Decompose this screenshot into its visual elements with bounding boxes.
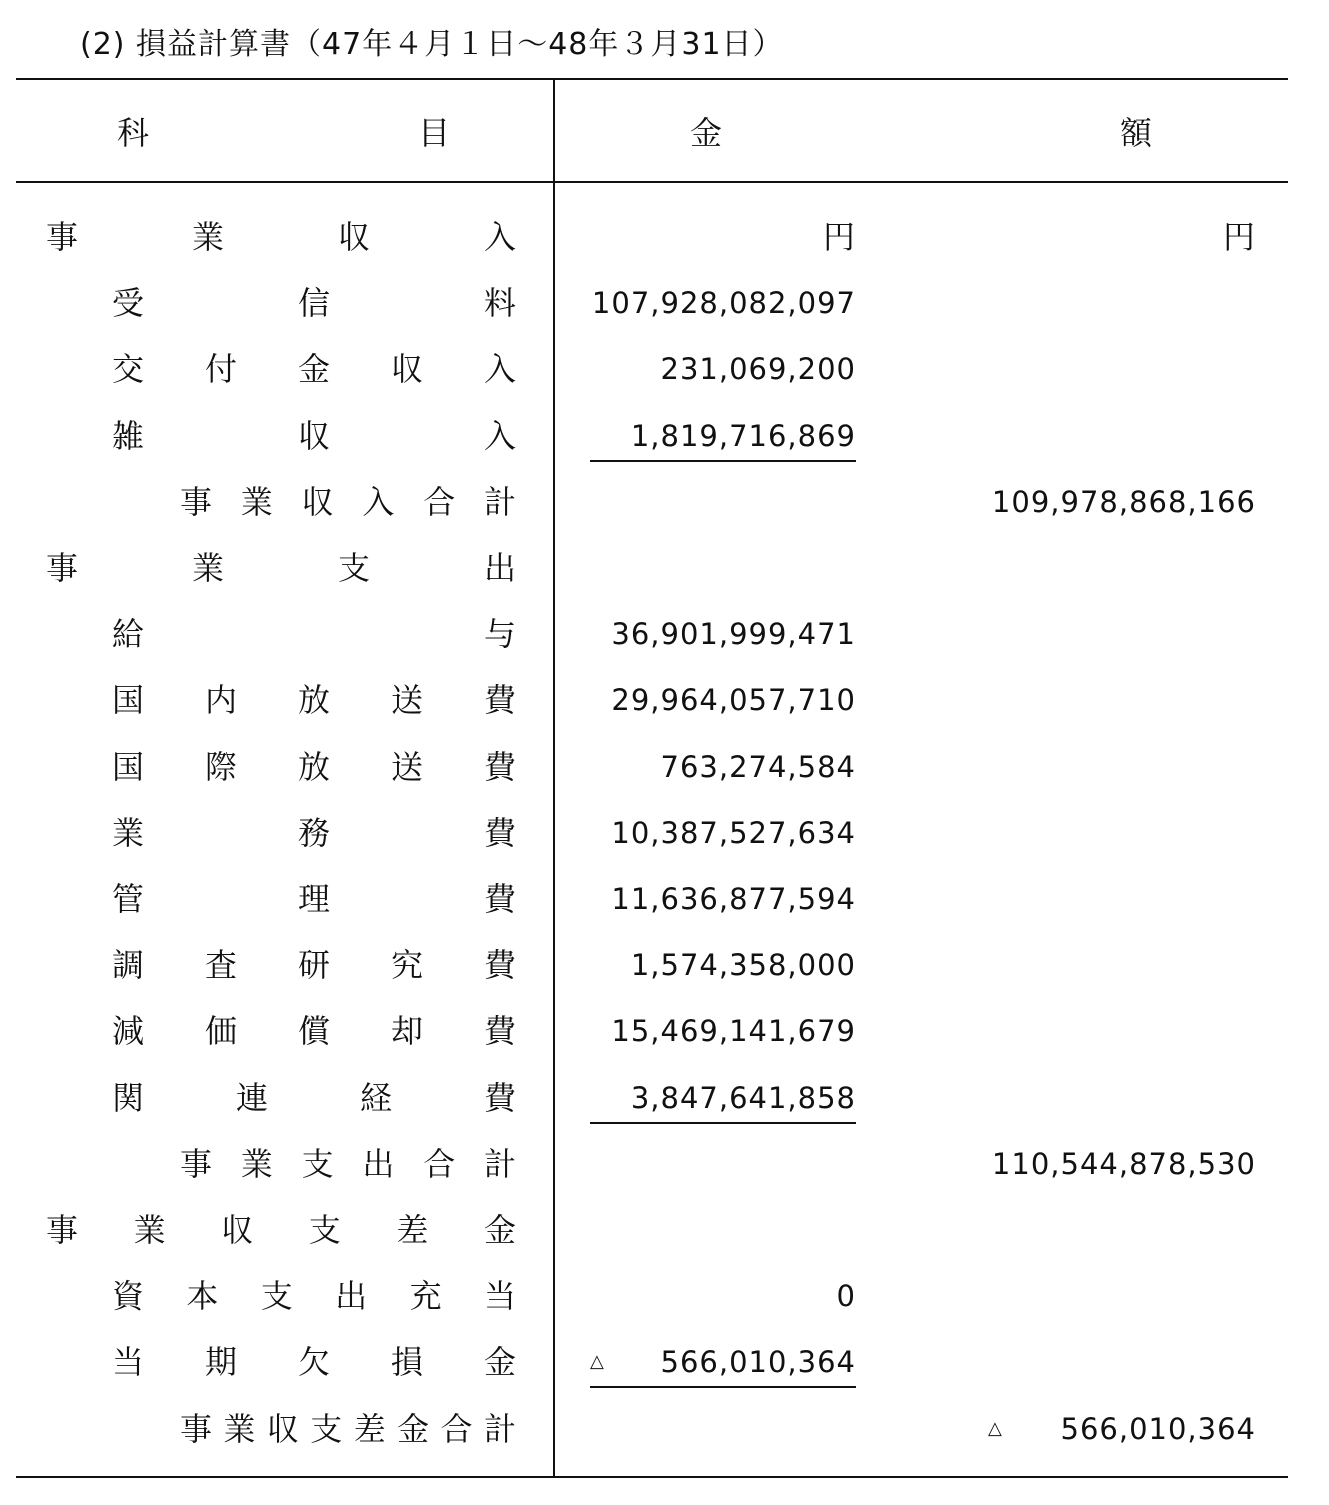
amount-total: 109,978,868,166 xyxy=(991,484,1256,519)
amount-total xyxy=(960,543,1256,593)
table-row xyxy=(0,278,1329,328)
amount-detail: 763,274,584 xyxy=(660,749,856,784)
amount-detail: 231,069,200 xyxy=(660,352,856,387)
amount-detail: 107,928,082,097 xyxy=(591,286,856,321)
table-row xyxy=(0,1337,1329,1387)
table-row xyxy=(0,1205,1329,1255)
header-bottom-rule xyxy=(16,181,1288,183)
amount-detail: 1,819,716,869 xyxy=(590,411,856,462)
row-label: 事 業 収 支 差 金 xyxy=(46,1211,516,1249)
amount-detail: 11,636,877,594 xyxy=(611,882,856,916)
row-label: 調 査 研 究 費 xyxy=(112,946,516,985)
negative-marker: △ xyxy=(590,1351,605,1373)
table-row xyxy=(0,874,1329,924)
amount-total: △ 566,010,364 xyxy=(960,1404,1256,1454)
row-label: 国 内 放 送 費 xyxy=(112,681,516,720)
row-label: 事 業 収 入 合 計 xyxy=(180,482,516,521)
amount-total: 円 xyxy=(1222,218,1256,256)
table-row xyxy=(0,1404,1329,1454)
table-row xyxy=(0,1139,1329,1189)
table-row xyxy=(0,675,1329,725)
amount-detail: 3,847,641,858 xyxy=(590,1073,856,1124)
amount-total xyxy=(960,1205,1256,1255)
amount-total xyxy=(960,1006,1256,1056)
row-label: 資 本 支 出 充 当 xyxy=(112,1277,516,1316)
table-row xyxy=(0,1073,1329,1123)
row-label: 受 信 料 xyxy=(112,284,516,323)
row-label: 給 与 xyxy=(112,615,516,654)
amount-detail xyxy=(590,1205,856,1255)
table-row xyxy=(0,609,1329,659)
amount-detail: 1,574,358,000 xyxy=(630,948,856,983)
row-label: 関 連 経 費 xyxy=(112,1078,516,1117)
row-label: 事 業 支 出 xyxy=(46,549,516,587)
amount-detail: 36,901,999,471 xyxy=(611,617,856,652)
row-label: 管 理 費 xyxy=(112,880,516,918)
amount-total xyxy=(960,1073,1256,1123)
header-subject-left: 科 xyxy=(117,114,150,152)
amount-detail xyxy=(590,1139,856,1189)
table-row xyxy=(0,940,1329,990)
amount-total xyxy=(960,411,1256,461)
amount-total xyxy=(960,1337,1256,1387)
header-amount-left: 金 xyxy=(690,114,723,152)
table-row xyxy=(0,344,1329,394)
amount-detail: 0 xyxy=(836,1279,856,1314)
row-label: 業 務 費 xyxy=(112,813,516,852)
header-subject-right: 目 xyxy=(418,114,451,152)
amount-total xyxy=(960,344,1256,394)
amount-detail: 10,387,527,634 xyxy=(611,815,856,850)
table-top-rule xyxy=(16,78,1288,80)
header-amount-right: 額 xyxy=(1120,114,1153,152)
row-label: 当 期 欠 損 金 xyxy=(112,1343,516,1382)
table-row xyxy=(0,477,1329,527)
amount-total xyxy=(960,874,1256,924)
page-title: (2) 損益計算書（47年４月１日～48年３月31日） xyxy=(80,27,784,62)
amount-total xyxy=(960,675,1256,725)
table-row xyxy=(0,1271,1329,1321)
row-label: 減 価 償 却 費 xyxy=(112,1012,516,1051)
table-row xyxy=(0,411,1329,461)
amount-total xyxy=(960,940,1256,990)
amount-total xyxy=(960,278,1256,328)
table-bottom-rule xyxy=(16,1476,1288,1478)
row-label: 交 付 金 収 入 xyxy=(112,350,516,389)
row-label: 雑 収 入 xyxy=(112,416,516,455)
table-row xyxy=(0,1006,1329,1056)
amount-detail: △ 566,010,364 xyxy=(590,1337,856,1388)
amount-total: 110,544,878,530 xyxy=(991,1146,1256,1181)
row-label: 事 業 支 出 合 計 xyxy=(180,1144,516,1183)
table-row xyxy=(0,808,1329,858)
amount-total xyxy=(960,1271,1256,1321)
amount-total xyxy=(960,609,1256,659)
row-label: 国 際 放 送 費 xyxy=(112,747,516,786)
table-row xyxy=(0,212,1329,262)
amount-detail xyxy=(590,543,856,593)
amount-detail xyxy=(590,477,856,527)
amount-detail: 円 xyxy=(822,218,856,256)
amount-detail: 29,964,057,710 xyxy=(611,683,856,718)
amount-total xyxy=(960,742,1256,792)
amount-detail xyxy=(590,1404,856,1454)
amount-total xyxy=(960,808,1256,858)
table-row xyxy=(0,543,1329,593)
row-label: 事 業 収 入 xyxy=(46,218,516,256)
table-row xyxy=(0,742,1329,792)
negative-marker: △ xyxy=(988,1417,1003,1439)
row-label: 事 業 収 支 差 金 合 計 xyxy=(180,1409,516,1448)
amount-detail: 15,469,141,679 xyxy=(611,1014,856,1049)
